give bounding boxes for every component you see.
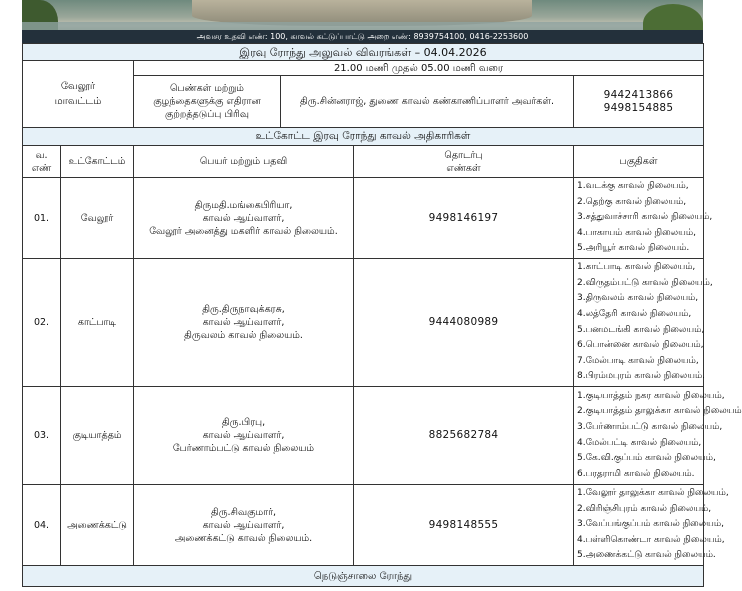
area-item: 6.பரதராமி காவல் நிலையம். <box>577 468 695 479</box>
area-item: 3.வேப்பங்குப்பம் காவல் நிலையம், <box>577 519 724 530</box>
district-name-text: வேலூர் மாவட்டம் <box>54 81 102 107</box>
patrol-time: 21.00 மணி முதல் 05.00 மணி வரை <box>134 61 704 76</box>
officer-name: திரு.திருநாவுக்கரசு, <box>202 304 285 315</box>
officer-designation: காவல் ஆய்வாளர், <box>202 317 285 328</box>
area-item: 3.திருவலம் காவல் நிலையம், <box>577 293 699 304</box>
row-areas <box>574 259 713 387</box>
officer-station: திருவலம் காவல் நிலையம். <box>184 330 303 341</box>
row-phone: 9498148555 <box>354 485 574 566</box>
area-item: 2.குடியாத்தம் தாலுக்கா காவல் நிலையம் <box>577 406 742 417</box>
area-item: 4.மேல்பட்டி காவல் நிலையம், <box>577 437 702 448</box>
district-officer <box>281 76 574 128</box>
district-officer-text: திரு.சின்னராஜ், துணை காவல் கண்காணிப்பாளர் அவர்கள். <box>300 96 554 107</box>
area-item: 4.பள்ளிகொண்டா காவல் நிலையம், <box>577 534 725 545</box>
row-sno: 02. <box>23 259 61 387</box>
row-sno: 04. <box>23 485 61 566</box>
district-wing-text: பெண்கள் மற்றும் குழந்தைகளுக்கு எதிரான குற்றத்தடுப்பு பிரிவு <box>153 83 261 120</box>
table-row <box>23 387 704 485</box>
table-row <box>23 178 704 259</box>
district-phone-1: 9442413866 <box>603 88 674 101</box>
area-item: 5.கே.வி.குப்பம் காவல் நிலையம், <box>577 453 716 464</box>
area-item: 5.பனமடங்கி காவல் நிலையம், <box>577 324 705 335</box>
area-item: 4.பாகாயம் காவல் நிலையம், <box>577 227 696 238</box>
area-item: 8.பிரம்மபுரம் காவல் நிலையம். <box>577 371 706 382</box>
officer-station: அணைக்கட்டு காவல் நிலையம். <box>174 532 313 544</box>
officer-station: வேலூர் அனைத்து மகளிர் காவல் நிலையம். <box>149 225 338 237</box>
row-officer <box>134 259 354 387</box>
col-name-designation: பெயர் மற்றும் பதவி <box>134 146 354 178</box>
area-item: 1.வேலூர் தாலுக்கா காவல் நிலையம், <box>577 488 729 499</box>
document-title: இரவு ரோந்து அலுவல் விவரங்கள் – 04.04.2026 <box>23 44 704 61</box>
area-item: 2.விருதம்பட்டு காவல் நிலையம், <box>577 277 713 288</box>
officer-designation: காவல் ஆய்வாளர், <box>202 430 285 441</box>
area-item: 2.விரிஞ்சிபுரம் காவல் நிலையம், <box>577 503 712 514</box>
officer-designation: காவல் ஆய்வாளர், <box>202 212 285 224</box>
col-contact <box>354 146 574 178</box>
col-sno-label: வ. எண் <box>31 149 52 174</box>
highway-patrol-heading: நெடுஞ்சாலை ரோந்து <box>23 566 704 587</box>
area-item: 6.பொன்னை காவல் நிலையம், <box>577 340 704 351</box>
table-row <box>23 259 704 387</box>
district-phone-2: 9498154885 <box>603 101 674 114</box>
row-subdivision: காட்பாடி <box>61 259 134 387</box>
col-sno <box>23 146 61 178</box>
row-officer <box>134 485 354 566</box>
row-subdivision: வேலூர் <box>61 178 134 259</box>
area-item: 4.லத்தேரி காவல் நிலையம், <box>577 308 692 319</box>
row-phone: 9444080989 <box>354 259 574 387</box>
banner-image <box>22 0 703 43</box>
area-item: 1.வடக்கு காவல் நிலையம், <box>577 181 689 192</box>
patrol-table <box>22 43 742 587</box>
officer-name: திரு.சிவகுமார், <box>210 506 277 518</box>
area-item: 2.தெற்கு காவல் நிலையம், <box>577 196 687 207</box>
district-wing <box>134 76 281 128</box>
row-areas <box>574 178 713 259</box>
area-item: 3.சத்துவாச்சாரி காவல் நிலையம், <box>577 212 713 223</box>
col-contact-label: தொடர்பு எண்கள் <box>444 149 483 174</box>
col-subdivision: உட்கோட்டம் <box>61 146 134 178</box>
row-subdivision: குடியாத்தம் <box>61 387 134 485</box>
officer-name: திரு.பிரபு, <box>221 417 266 428</box>
row-phone: 9498146197 <box>354 178 574 259</box>
area-item: 5.அரியூர் காவல் நிலையம். <box>577 243 690 254</box>
row-phone: 8825682784 <box>354 387 574 485</box>
area-item: 3.பேர்ணாம்பட்டு காவல் நிலையம், <box>577 421 723 432</box>
area-item: 1.குடியாத்தம் நகர காவல் நிலையம், <box>577 390 725 401</box>
row-areas <box>574 387 742 485</box>
row-areas <box>574 485 729 566</box>
row-officer <box>134 387 354 485</box>
officer-designation: காவல் ஆய்வாளர், <box>202 519 285 531</box>
col-areas: பகுதிகள் <box>574 146 704 178</box>
row-officer <box>134 178 354 259</box>
row-subdivision: அணைக்கட்டு <box>61 485 134 566</box>
officer-name: திருமதி.மங்கைபிரியா, <box>194 199 293 211</box>
banner-helpline-text: அவசர உதவி எண்: 100, காவல் கட்டுப்பாட்டு அறை எண்: 8939754100, 0416-2253600 <box>22 30 703 43</box>
row-sno: 01. <box>23 178 61 259</box>
district-phones <box>574 76 704 128</box>
table-row <box>23 485 704 566</box>
area-item: 1.காட்பாடி காவல் நிலையம், <box>577 262 696 273</box>
officer-station: பேர்ணாம்பட்டு காவல் நிலையம் <box>172 443 315 454</box>
area-item: 7.மேல்பாடி காவல் நிலையம், <box>577 355 699 366</box>
row-sno: 03. <box>23 387 61 485</box>
district-name <box>23 61 134 128</box>
area-item: 5.அணைக்கட்டு காவல் நிலையம். <box>577 550 716 561</box>
section-title: உட்கோட்ட இரவு ரோந்து காவல் அதிகாரிகள் <box>23 128 704 146</box>
